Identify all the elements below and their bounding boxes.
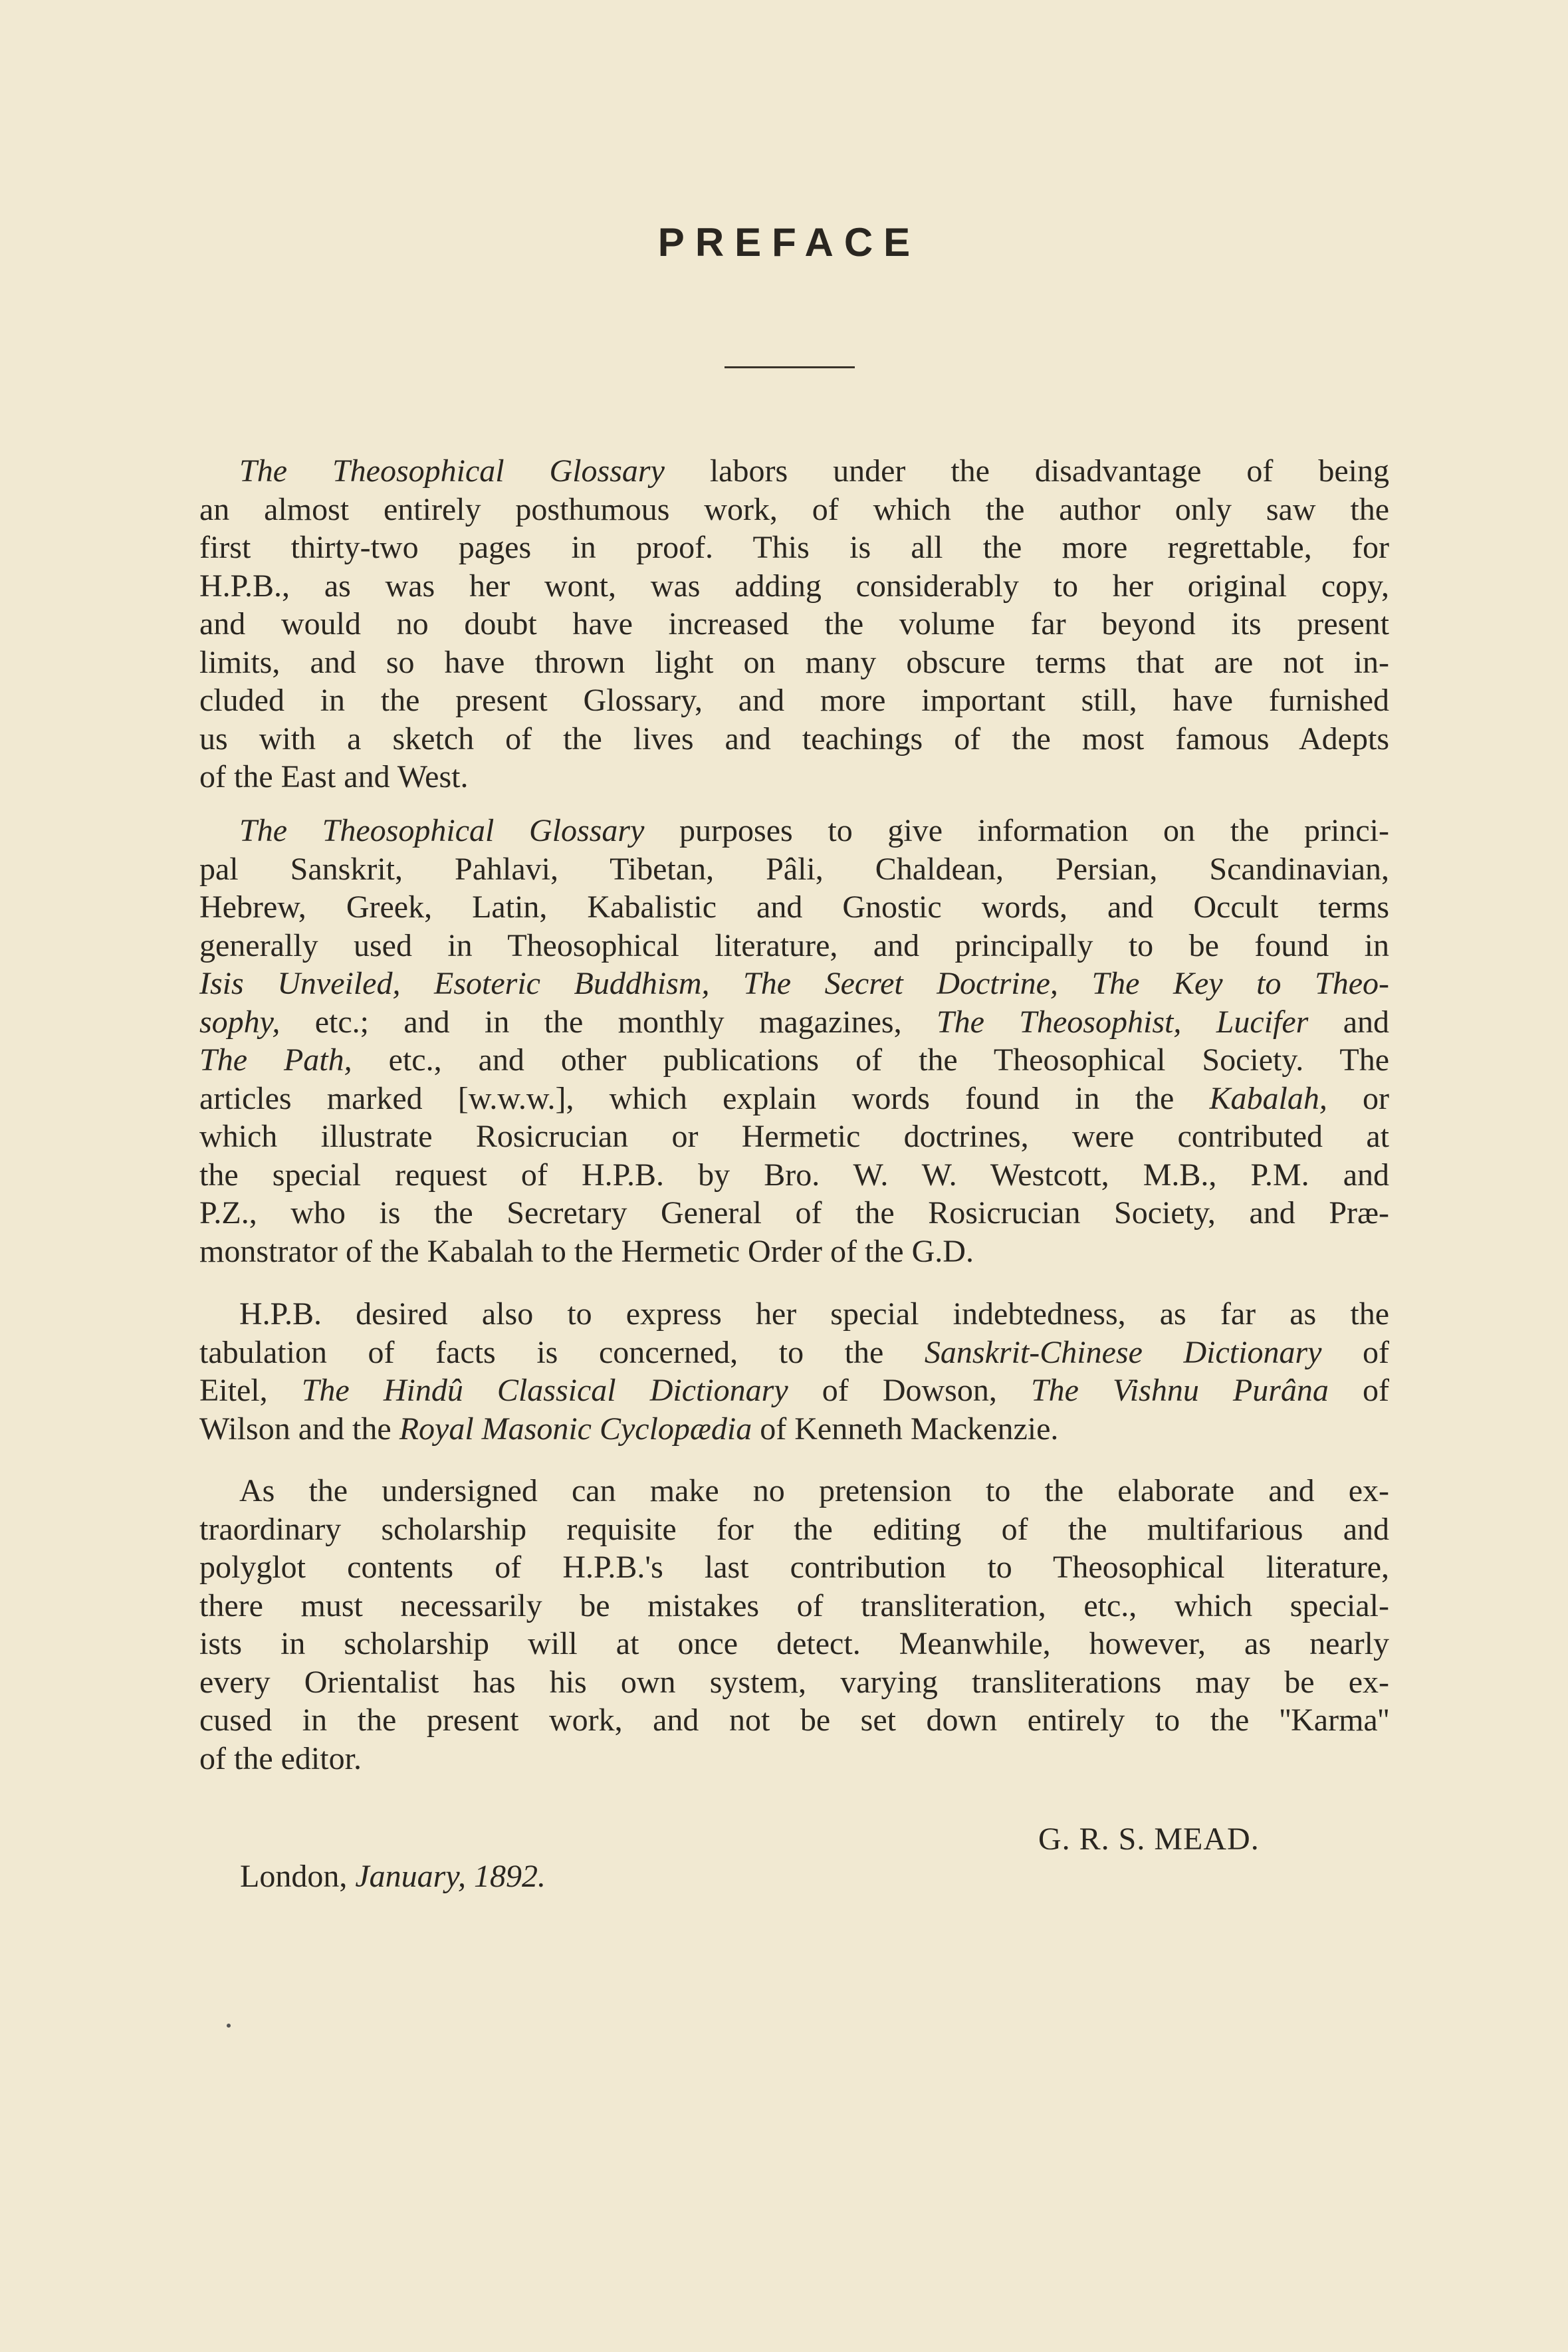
signature: G. R. S. MEAD. — [1038, 1822, 1260, 1857]
text: every Orientalist has his own system, varying transliterations may be ex- — [199, 1664, 1389, 1700]
date: January, 1892. — [355, 1859, 546, 1894]
paragraph-4 — [199, 1472, 1389, 1778]
italic-text: Royal Masonic Cyclopædia — [399, 1411, 752, 1447]
page-title: PREFACE — [657, 220, 921, 265]
text-line — [199, 1041, 1389, 1080]
text-line — [199, 927, 1389, 965]
text: us with a sketch of the lives and teachings of the most famous Adepts — [199, 721, 1389, 757]
text: P.Z., who is the Secretary General of the Rosicrucian Society, and Præ- — [199, 1195, 1389, 1231]
text-line — [199, 567, 1389, 606]
title-divider — [725, 366, 855, 368]
text: traordinary scholarship requisite for the editing of the multifarious and — [199, 1511, 1389, 1547]
text-line — [199, 1194, 1389, 1233]
text: limits, and so have thrown light on many obscure terms that are not in- — [199, 644, 1389, 680]
place-date — [240, 1857, 546, 1896]
italic-text: Sanskrit-Chinese Dictionary — [924, 1334, 1322, 1370]
text: tabulation of facts is concerned, to the — [199, 1334, 925, 1370]
text: of the editor. — [199, 1740, 362, 1776]
text-line — [199, 529, 1389, 567]
text: of — [1328, 1373, 1389, 1408]
text: and — [1308, 1004, 1389, 1040]
text-line — [199, 452, 1389, 491]
text: etc., and other publications of the Theosophical Society. The — [352, 1042, 1390, 1078]
text-line — [199, 720, 1389, 759]
text: Eitel, — [199, 1373, 302, 1408]
text: an almost entirely posthumous work, of which the author only saw the — [199, 491, 1389, 527]
text-line — [199, 1295, 1389, 1334]
text-line — [199, 1334, 1389, 1372]
text-line — [199, 1701, 1389, 1740]
text-line — [199, 812, 1389, 850]
text-line — [199, 1003, 1389, 1042]
text: there must necessarily be mistakes of transliteration, etc., which special- — [199, 1588, 1389, 1623]
text: purposes to give information on the princi- — [644, 813, 1390, 848]
text: of Kenneth Mackenzie. — [752, 1411, 1059, 1447]
stray-mark — [227, 2024, 231, 2028]
text-line — [199, 1080, 1389, 1118]
text: of — [1321, 1334, 1389, 1370]
italic-text: Kabalah, — [1209, 1080, 1327, 1116]
text-line — [199, 1587, 1389, 1625]
text-line — [199, 1410, 1389, 1449]
text: of the East and West. — [199, 759, 469, 794]
text: Hebrew, Greek, Latin, Kabalistic and Gnostic words, and Occult terms — [199, 889, 1389, 925]
italic-text: The Theosophist, Lucifer — [936, 1004, 1309, 1040]
italic-text: The Vishnu Purâna — [1030, 1373, 1329, 1408]
text-line — [199, 644, 1389, 682]
text: pal Sanskrit, Pahlavi, Tibetan, Pâli, Chaldean, Persian, Scandinavian, — [199, 851, 1389, 887]
text: and would no doubt have increased the volume far beyond its present — [199, 606, 1389, 642]
text-line — [199, 605, 1389, 644]
text-line — [199, 1233, 1389, 1271]
place: London, — [240, 1859, 356, 1894]
text-line — [199, 491, 1389, 529]
paragraph-1 — [199, 452, 1389, 796]
text: As the undersigned can make no pretension to the elaborate and ex- — [239, 1473, 1389, 1508]
text-line — [199, 681, 1389, 720]
text: Wilson and the — [199, 1411, 399, 1447]
text: cluded in the present Glossary, and more important still, have furnished — [199, 683, 1389, 718]
text: of Dowson, — [788, 1373, 1031, 1408]
text-line — [199, 965, 1389, 1003]
text-line — [199, 1371, 1389, 1410]
text: etc.; and in the monthly magazines, — [280, 1004, 937, 1040]
text-line — [199, 1740, 1389, 1778]
italic-text: sophy, — [199, 1004, 280, 1040]
text-line — [199, 1548, 1389, 1587]
text-line — [199, 1510, 1389, 1549]
text: ists in scholarship will at once detect. Meanwhile, however, as nearly — [199, 1626, 1389, 1661]
text: monstrator of the Kabalah to the Hermetic Order of the G.D. — [199, 1233, 974, 1269]
text: cused in the present work, and not be set down entirely to the ''Karma'' — [199, 1703, 1389, 1738]
text-line — [199, 1117, 1389, 1156]
text: which illustrate Rosicrucian or Hermetic doctrines, were contributed at — [199, 1119, 1389, 1154]
text: the special request of H.P.B. by Bro. W. W. Westcott, M.B., P.M. and — [199, 1157, 1389, 1193]
text-line — [199, 850, 1389, 889]
text: polyglot contents of H.P.B.'s last contribution to Theosophical literature, — [199, 1550, 1389, 1585]
text-line — [199, 1472, 1389, 1510]
text: generally used in Theosophical literature, and principally to be found in — [199, 927, 1389, 963]
italic-text: Isis Unveiled, Esoteric Buddhism, The Secret Doctrine, The Key to Theo- — [199, 966, 1389, 1001]
italic-text: The Path, — [199, 1042, 352, 1078]
text: articles marked [w.w.w.], which explain words found in the — [199, 1080, 1210, 1116]
text: H.P.B. desired also to express her special indebtedness, as far as the — [239, 1296, 1389, 1332]
italic-text: The Theosophical Glossary — [239, 453, 665, 489]
text-line — [199, 1625, 1389, 1663]
text-line — [199, 888, 1389, 927]
text: first thirty-two pages in proof. This is all the more regrettable, for — [199, 530, 1389, 565]
text: labors under the disadvantage of being — [664, 453, 1389, 489]
text: or — [1327, 1080, 1390, 1116]
text: H.P.B., as was her wont, was adding considerably to her original copy, — [199, 568, 1389, 604]
text-line — [199, 1663, 1389, 1702]
italic-text: The Theosophical Glossary — [239, 813, 645, 848]
italic-text: The Hindû Classical Dictionary — [301, 1373, 788, 1408]
paragraph-2 — [199, 812, 1389, 1270]
text-line — [199, 758, 1389, 796]
paragraph-3 — [199, 1295, 1389, 1448]
text-line — [199, 1156, 1389, 1195]
